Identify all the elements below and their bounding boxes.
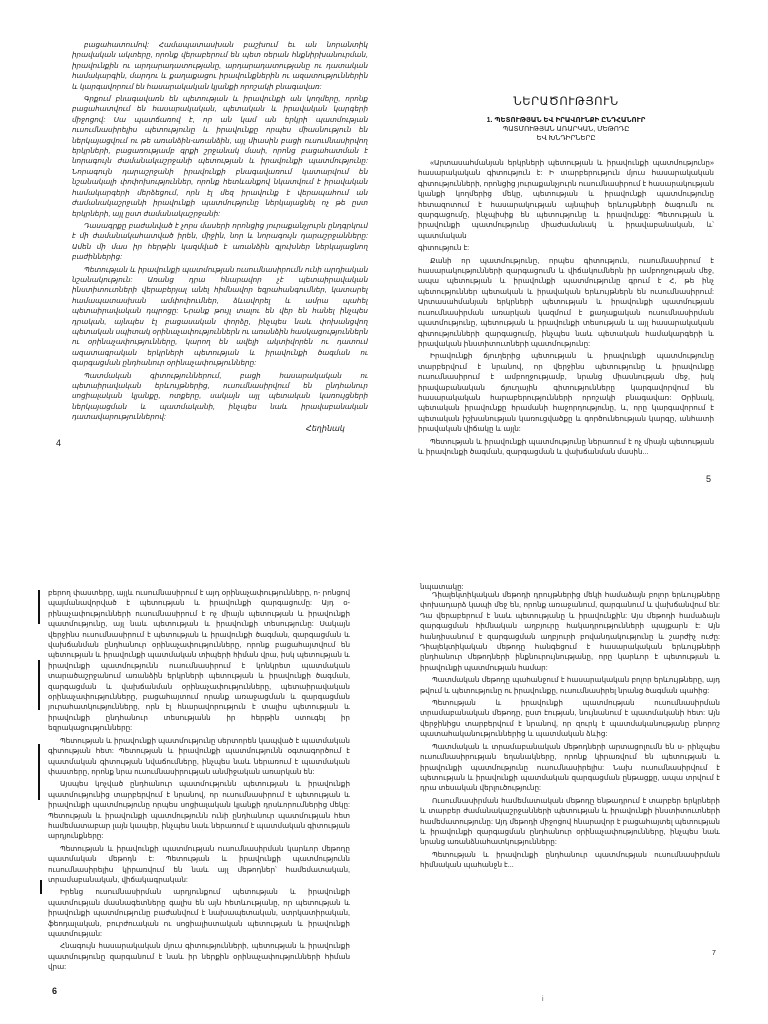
paragraph: Այսպես կոչված ընդհանուր պատմությունն պետության և իրավունքի պատմությունից տարբերվում է նրանով, որ ուսումնասիրում է պետության և իրավունքի պատմությունը որպես սոցիալական կյանքի դրսևորումներից մեկը: Պետության և իրավունքի պատմությունն ունի ընդհանուր պատմության հետ համեմատաբար լայն կապեր, ինչպես նաև ներառում է պատմական գիտության արդյունքները: bbox=[48, 779, 350, 841]
page-5-text-column bbox=[418, 158, 714, 468]
paragraph: Հնագույն հասարակական մյուս գիտությունների, պետության և իրավունքի պատմությունը զարգանում է նաև իր ներքին օրինաչափությունների հիման վրա: bbox=[48, 941, 350, 972]
margin-mark bbox=[38, 744, 40, 800]
footer-mark: i bbox=[542, 996, 544, 1003]
margin-mark bbox=[40, 880, 42, 894]
page-number: 6 bbox=[52, 986, 58, 996]
paragraph: Գրքում բնագավառն են պետության և իրավունքի ան կողմերը, որոնք բացահատվում են հասարակական, պետական և իրավական կարգերի միջոցով: Սա պատճառով է, որ ան կամ ան երկրի պատմության ուսումնասիրելիս պետությունը և իրավունքը որպես միասնություն են ներկայացվում ու թե առանձին-առանձին, այլ միասին բացի ուսումնասիրվող երկրների, բացառությամբ գրքի շրջանակ մասի, որոնց բացահատման է նորագույն ժամանակաշրջանի պետության և իրավունքի պատմությունը: Նորագույն դարաշրջանի իրավունքի բնագավառում կատարվում են նշանակալի փոփոխություններ, որոնք հետևանքով նկատվում է իրավական համակարգերի մերձեցում, որն էլ մեզ իրավունք է վերապահում ան ժամանակաշրջանի իրավունքի պատմությունը ներկայացնել ոչ թե ըստ երկրների, այլ ըստ ժամանակաշրջանի: bbox=[72, 94, 368, 218]
paragraph: Իրավունքի ճյուղերից պետության և իրավունքի պատմությունը տարբերվում է նրանով, որ վերջինս պետությունը և իրավունքը ուսումնասիրում է ամբողջությամբ, նրանց միասնության մեջ, իսկ իրավաբանական ճյուղային գիտությունները կարգավորվում են հասարակական հարաբերությունների որոշակի բնագավառ: Օրինակ, պետական իրավունքը հրամանի հաջորդությունը, և, որը կարգավորում է պետական իշխանության կառուցվածքը և գործունեության կարգը, անհատի իրավական վիճակը և այլն: bbox=[418, 351, 714, 434]
page-6-text-column bbox=[48, 588, 350, 986]
section-title: ՆԵՐԱԾՈՒԹՅՈՒՆ bbox=[513, 96, 619, 108]
paragraph-continuation: գիտություն է: bbox=[418, 243, 470, 253]
paragraph: Ուսումնասիրման համեմատական մեթոդը ենթադրում է տարբեր երկրների և տարբեր ժամանակաշրջանների պետության և իրավունքի ինստիտուտների համեմատությունը: Այդ մեթոդի միջոցով հնարավոր է բացահայտել պետության և իրավունքի զարգացման ընդհանուր օրինաչափությունները, ինչպես նաև նրանց առանձնահատկությունները: bbox=[420, 795, 720, 847]
page-number: 4 bbox=[56, 438, 62, 448]
margin-mark bbox=[38, 660, 40, 710]
paragraph: բերող փաստերը, այլև ուսումնասիրում է այդ օրինաչափությունները, ո- րոնցով պայմանավորված է պետության և իրավունքի զարգացումը: Այդ օ- րինաչափությունների ուսումնասիրում է ոչ միայն պետության և իրավունքի պատմությունը, այլ նաև պետության և իրավունքի տեսությունը: Սակայն վերջինս ուսումնասիրում է պետության և իրավունքի ծագման, զարգացման և վախճանման ընդհանուր օրինաչափությունները, որոնք բացահայտվում են պետության և իրավունքի պատմական տիպերի հիման վրա, իսկ պետության և իրավունքի պատմությունն ուսումնասիրում է կոնկրետ պատմական տարածաշրջանում առանձին երկրների պետության և իրավունքի ծագման, զարգացման և վախճանման օրինաչափությունները, պետաիրավական օրինաչափությունները, բացահայտում որանք առաջացման և զարգացման յուրահատկությունները, որն էլ հնարավորություն է տալիս պետության և իրավունքի ընդհանուր տեսությանն իր հերթին ստուգել իր եզրակացությունները: bbox=[48, 588, 350, 733]
chapter-heading bbox=[418, 116, 714, 143]
margin-mark bbox=[38, 590, 40, 624]
page-4-text-column bbox=[72, 40, 368, 442]
chapter-subtitle: ԵՎ ԽՆԴԻՐՆԵՐԸ bbox=[536, 135, 596, 142]
paragraph: Պետության և իրավունքի պատմությունը սերտորեն կապված է պատմական գիտության հետ: Պետության և իրավունքի պատմությունն օգտագործում է պատմական գիտության նվաճումները, ինչպես նաև ներառում է պատմական փաստերը, որոնք նրա ուսումնասիրության անմիջական առարկան են: bbox=[48, 735, 350, 776]
paragraph: Դիալեկտիկական մեթոդի դրույթներից մեկի համաձայն բոլոր երևույթները փոխադարձ կապի մեջ են, որոնք առաջանում, զարգանում և վախճանվում են: Դա վերաբերում է նաև պետությանը և իրավունքին: Այս մեթոդի համաձայն զարգացման հիմնական աղբյուրը հակադրությունների պայքարն է: Այն հանդիսանում է զարգացման աղբյուրի բովանդակությունը և շարժիչ ուժը: Դիալեկտիկական մեթոդը հանգեցում է հասարակական երևույթների ընդհանուր մեթոդների ինքնուրույնությանը, որը կարևոր է պետության և իրավունքի պատմության համար: bbox=[420, 590, 720, 672]
author-signature: Հեղինակ bbox=[306, 424, 345, 433]
paragraph-continuation: նպատակը: bbox=[420, 582, 464, 591]
paragraph: Պետության և իրավունքի պատմությունը ներառում է ոչ միայն պետության և իրավունքի ծագման, զարգացման և վախճանման մասին... bbox=[418, 436, 714, 456]
page-7-text-column bbox=[420, 590, 720, 1010]
chapter-subtitle: ՊԱՏՄՈՒԹՅԱՆ ԱՌԱՐԿԱՆ, ՄԵԹՈԴԸ bbox=[502, 126, 630, 133]
paragraph: Քանի որ պատմությունը, որպես գիտություն, ուսումնասիրում է հասարակությունների զարգացումն և վիճակումներն իր ամբողջության մեջ, ապա պետության և իրավունքի պատմությունը գրում է Հ, թե ինչ պետություններ պետական և իրավական երևույթներն են ուսումնասիրում: Արտասահմանյան երկրների պետության և իրավունքի պատմության ուսումնասիրման առարկան կազմում է քաղաքական ուսումնասիրման պատմությունը, պետության և իրավունքի տեսության և այլ հասարակական գիտությունների զարգացումը, ինչպես նաև պետական համակարգերի և իրավական ինստիտուտների պատմությունը: bbox=[418, 255, 714, 348]
chapter-title: 1. ՊԵՏՈՒԹՅԱՆ ԵՎ ԻՐԱՎՈՒՆՔԻ ԸՆԴՀԱՆՈՒՐ bbox=[486, 117, 646, 124]
paragraph: Պետության և իրավունքի ընդհանուր պատմության ուսումնասիրման հիմնական պահանջն է... bbox=[420, 849, 720, 870]
paragraph: «Արտասահմանյան երկրների պետության և իրավունքի պատմությունը» հասարակական գիտություն է: Ի տարբերություն մյուս հասարակական գիտությունների, որոնցից յուրաքանչյուրն ուսումնասիրում է հասարակության կյանքի կողմերից մեկը, պետության և իրավունքի պատմությունը հետազոտում է հասարակության այնպիսի երևույթների ծագումն ու զարգացումը, ինչպիսիք են պետությունը և իրավունքը: Պետության և իրավունքի պատմությունը միաժամանակ և իրավաբանական, և՝ պատմական bbox=[418, 158, 714, 240]
paragraph: Իրենց ուսումնասիրման արդյունքում պետության և իրավունքի պատմության մասնագետները գալիս են այն հետևությանը, որ պետության և իրավունքի պատմությունը բաժանվում է նախապետական, ստրկատիրական, ֆեոդալական, բուրժուական ու սոցիալիստական պետության և իրավունքի պատմության: bbox=[48, 887, 350, 938]
paragraph: Պետության և իրավունքի պատմության ուսումնասիրումն ունի արդիական նշանակություն: Առանց դրա հնարավոր չէ պետաիրավական ինստիտուտների վերաբերյալ անել հիմնավոր եզրահանգումներ, կատարել համապատասխան ամփոփումներ, ձևավորել և ամրա պահել պետաիրավական դպրոցը: Նրանք թույլ տալու են վեր են հանել ինչպես դրական, այնպես էլ բացասական փորձը, ինչպես նաև փոխանցվող պետական սպիտակ օրինաչափություններն ու առանձին հասկացություններն ու օրինաչափությունները, կարող են ավելի ակտիվորեն ու դատում ազատագրական երկրների պետության և իրավունքի ծագման ու զարգացման ընդհանուր օրինաչափությունները: bbox=[72, 264, 368, 368]
page-number: 7 bbox=[712, 950, 716, 957]
paragraph: Պատմական և տրամաբանական մեթոդների արտացոլումն են ս- րինչպես ուսումնասիրության եղանակները, որոնք կիրառվում են պետության և իրավունքի պատմությունը ուսումնասիրելիս: Նախ ուսումնասիրվում է պետության և իրավունքի պատմական զարգացման ընթացքը, ապա տրվում է դրա տեսական վերլուծությունը: bbox=[420, 741, 720, 793]
paragraph: բացահատումով: Համապատասխան բաշխում եւ ան նորանտիկ իրավական ակտերը, որոնք վերաբերում են պետ ռերան հնքնիրխանուրման, իրավունքին ու արդարադատությանը, արդարադատությանը ու դատական համակարգին, մարդու և քաղաքացու իրավունքներին ու ազատություններին և կարգավորում են հասարակական կյանքի որոշակի բնագավառ: bbox=[72, 40, 368, 91]
paragraph: Պատմական մեթոդը պահանջում է հասարակական բոլոր երևույթները, այդ թվում և պետությունը ու իրավունքը, ուսումնասիրել նրանց ծագման պահից: bbox=[420, 675, 720, 695]
paragraph: Դասագրքը բաժանված է չորս մասերի որոնցից յուրաքանչյուրն ընդգրկում է մի ժամանակահատված իրեն, միջին, նոր և նորագույն դարաշրջանները: Ամեն մի մաս իր հերթին կազմված է առանձին գլուխներ ներկայացնող բաժիններից: bbox=[72, 220, 368, 262]
page-number: 5 bbox=[706, 474, 712, 484]
paragraph: Պատմական գիտություններում, բացի հասարակական ու պետաիրավական երևույթներից, ուսումնասիրվում են ընդհանուր սոցիալական կյանքը, ոտքերը, սակայն այլ պետական կառույցների ներկայացման և պատմականի, ինչպես նաև իրավաբանական դատավարություններով: bbox=[72, 370, 368, 422]
paragraph: Պետության և իրավունքի պատմության ուսումնասիրման տրամաբանական մեթոդը, ըստ էության, նույնանում է պատմականի հետ: Այն վերջինիցս տարբերվում է նրանով, որ զուրկ է պատմականությանը բնորոշ պատահականություններից և պատմական ձևից: bbox=[420, 698, 720, 739]
paragraph: Պետության և իրավունքի պատմության ուսումնասիրման կարևոր մեթոդը պատմական մեթոդն է: Պետության և իրավունքի պատմությունն ուսումնասիրելիս կիրառվում են նաև այլ մեթոդներ՝ համեմատական, տրամաբանական, վիճակագրական: bbox=[48, 843, 350, 884]
